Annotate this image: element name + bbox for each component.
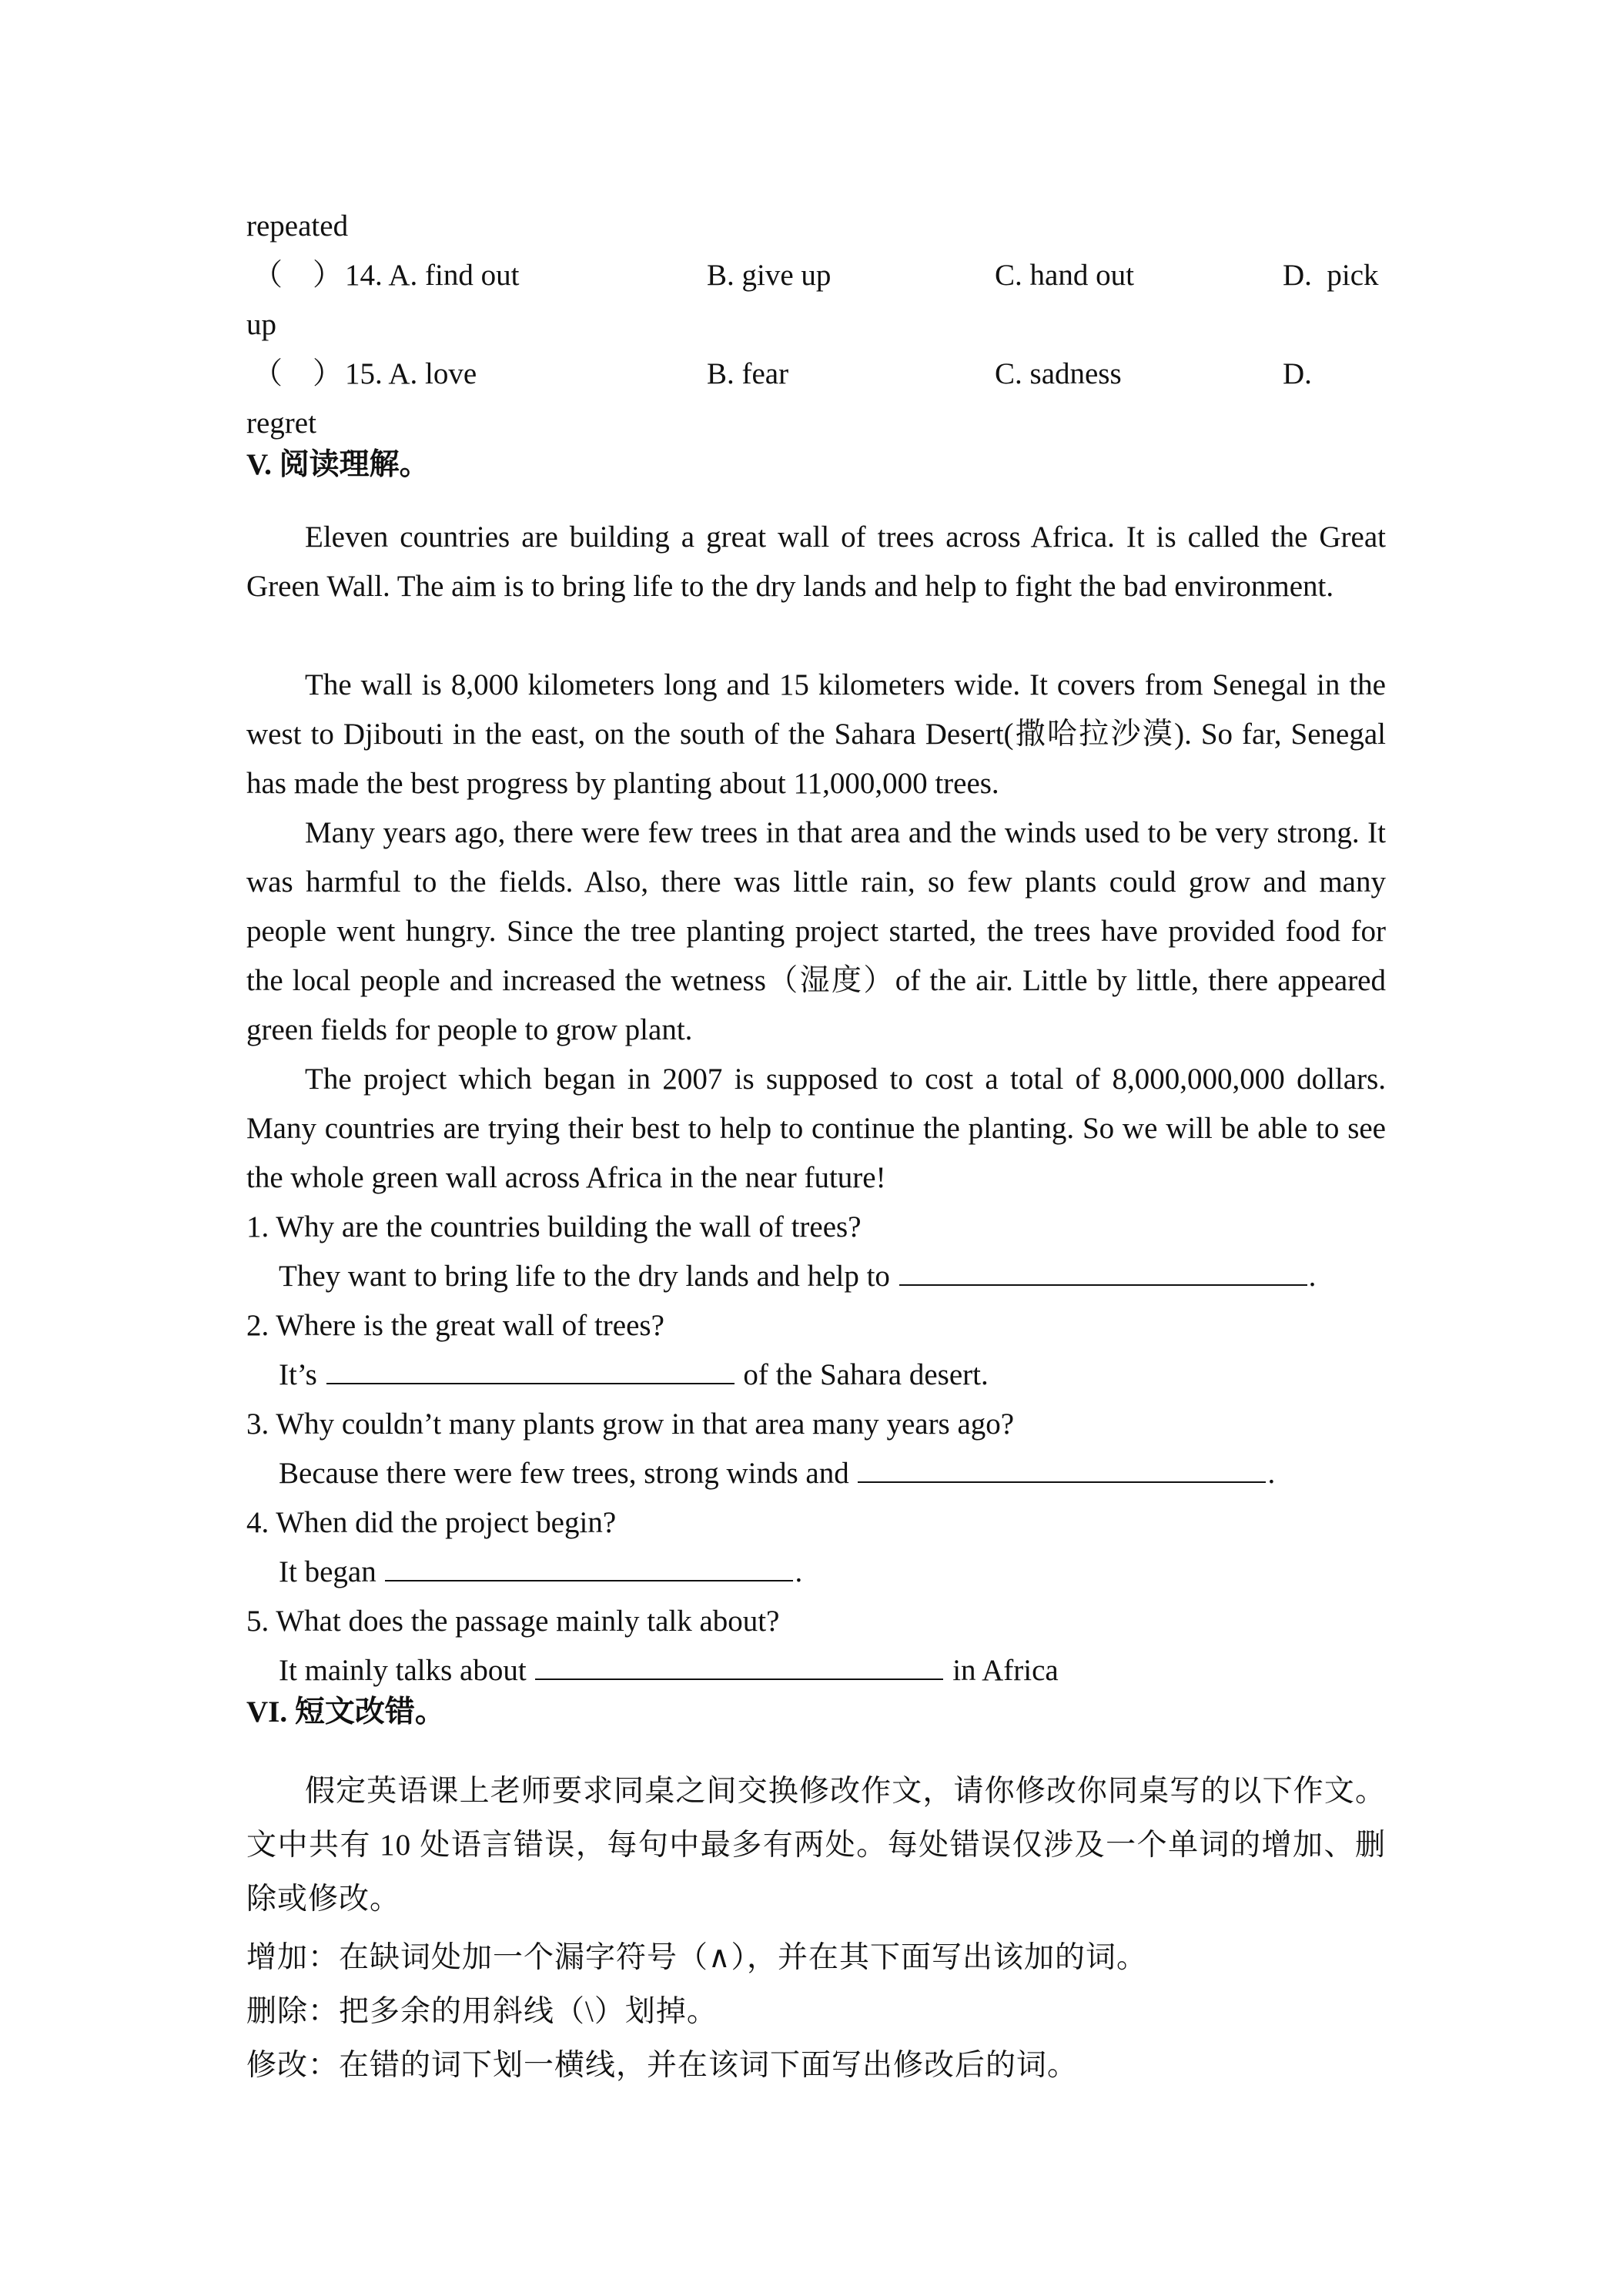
option-d: D. pick [1283, 259, 1379, 292]
answer-line-3 [279, 1449, 1386, 1498]
answer-line-1 [279, 1252, 1386, 1301]
passage-paragraph-3: Many years ago, there were few trees in that area and the winds used to be very strong. It was harmful to the fields. Also, there was little rain, so few plants could grow and many people went hungry. Since the tree planting project started, the trees have provided food for the local people and increased the wetness（湿度）of the air. Little by little, there appeared green fields for people to grow plant. [246, 816, 1386, 1046]
rule-delete: 删除：把多余的用斜线（\）划掉。 [246, 1995, 718, 2028]
answer-blank[interactable] [858, 1458, 1266, 1483]
rule-modify: 修改：在错的词下划一横线，并在该词下面写出修改后的词。 [246, 2049, 1079, 2082]
section-heading-reading: V. 阅读理解。 [246, 448, 430, 481]
q13-tail: repeated [246, 209, 349, 243]
option-b: B. fear [707, 357, 789, 390]
q14-d-wrap: up [246, 308, 276, 341]
passage-paragraph-4: The project which began in 2007 is supposed to cost a total of 8,000,000,000 dollars. Many countries are trying their best to help to continue the planting. So we will be able to see the whole green wall across Africa in the near future! [246, 1063, 1386, 1194]
error-correction-intro: 假定英语课上老师要求同桌之间交换修改作文，请你修改你同桌写的以下作文。文中共有 10 处语言错误，每句中最多有两处。每处错误仅涉及一个单词的增加、删除或修改。 [246, 1775, 1386, 1916]
option-d: D. [1283, 357, 1312, 390]
answer-prefix: Because there were few trees, strong winds and [279, 1457, 849, 1490]
answer-blank[interactable] [385, 1557, 793, 1581]
answer-prefix: It mainly talks about [279, 1654, 527, 1687]
answer-suffix: . [1267, 1457, 1276, 1490]
answer-blank[interactable] [535, 1655, 943, 1680]
answer-line-2 [279, 1350, 1386, 1400]
answer-suffix: . [1308, 1260, 1317, 1293]
question-14 [246, 251, 1386, 300]
answer-suffix: . [795, 1555, 803, 1588]
answer-paren: （ ） [253, 357, 343, 390]
question-1: 1. Why are the countries building the wall of trees? [246, 1210, 862, 1243]
question-2: 2. Where is the great wall of trees? [246, 1309, 664, 1342]
q15-d-wrap: regret [246, 407, 316, 440]
option-c: C. sadness [995, 357, 1122, 390]
answer-suffix: of the Sahara desert. [743, 1358, 989, 1391]
option-b: B. give up [707, 259, 832, 292]
question-4: 4. When did the project begin? [246, 1506, 617, 1539]
rule-insert: 增加：在缺词处加一个漏字符号（∧），并在其下面写出该加的词。 [246, 1941, 1148, 1974]
question-3: 3. Why couldn’t many plants grow in that area many years ago? [246, 1407, 1015, 1441]
question-15 [246, 350, 1386, 399]
passage-paragraph-1: Eleven countries are building a great wall of trees across Africa. It is called the Great Green Wall. The aim is to bring life to the dry lands and help to fight the bad environment. [246, 520, 1386, 603]
option-c: C. hand out [995, 259, 1134, 292]
option-a: 15. A. love [345, 357, 477, 390]
answer-prefix: It’s [279, 1358, 317, 1391]
answer-line-4 [279, 1548, 1386, 1597]
passage-paragraph-2: The wall is 8,000 kilometers long and 15 kilometers wide. It covers from Senegal in the west to Djibouti in the east, on the south of the Sahara Desert(撒哈拉沙漠). So far, Senegal has made the best progress by planting about 11,000,000 trees. [246, 668, 1386, 800]
answer-prefix: It began [279, 1555, 376, 1588]
answer-prefix: They want to bring life to the dry lands and help to [279, 1260, 890, 1293]
section-heading-error-correction: VI. 短文改错。 [246, 1695, 445, 1729]
answer-blank[interactable] [899, 1261, 1307, 1286]
answer-suffix: in Africa [952, 1654, 1059, 1687]
question-5: 5. What does the passage mainly talk about? [246, 1605, 780, 1638]
answer-paren: （ ） [253, 259, 343, 292]
option-a: 14. A. find out [345, 259, 520, 292]
answer-blank[interactable] [326, 1360, 735, 1384]
